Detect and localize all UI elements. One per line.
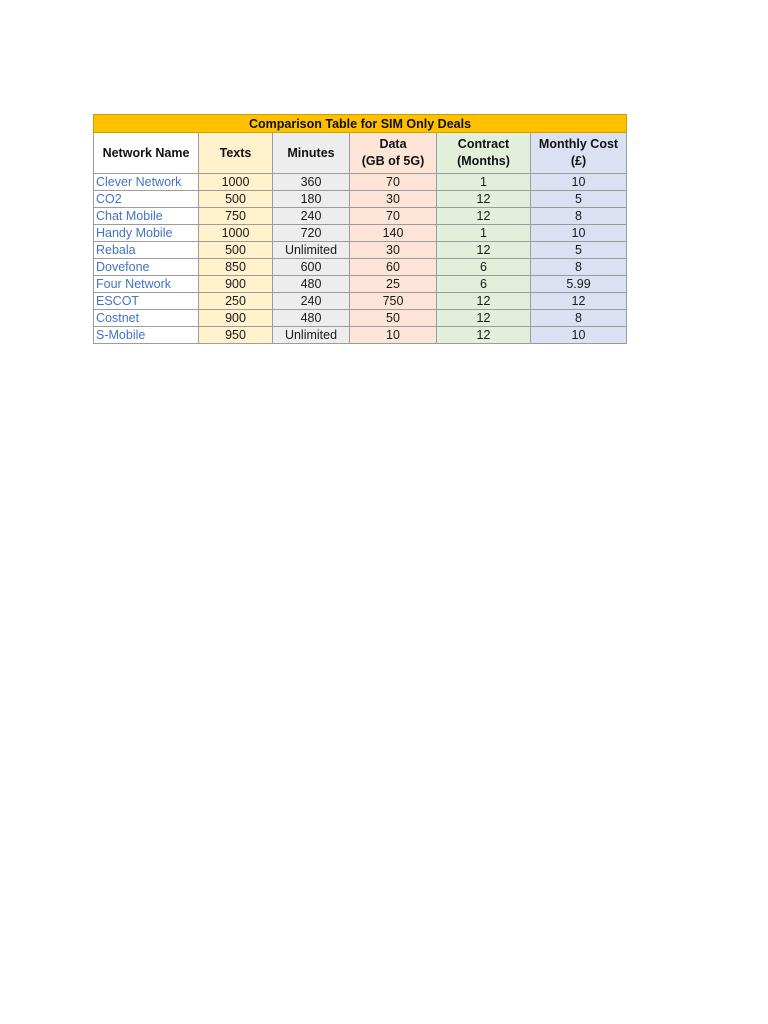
table-row [94, 208, 627, 225]
monthly-cost-cell: 8 [531, 310, 627, 327]
table-row [94, 259, 627, 276]
monthly-cost-cell: 5.99 [531, 276, 627, 293]
minutes-cell: Unlimited [273, 242, 350, 259]
header-data-line2: (GB of 5G) [361, 154, 425, 168]
texts-cell: 250 [199, 293, 273, 310]
comparison-table [93, 114, 627, 344]
minutes-cell: 480 [273, 276, 350, 293]
contract-cell: 12 [437, 310, 531, 327]
table-title: Comparison Table for SIM Only Deals [94, 115, 627, 133]
texts-cell: 1000 [199, 174, 273, 191]
network-name-cell: S-Mobile [94, 327, 199, 344]
network-name-cell: Chat Mobile [94, 208, 199, 225]
contract-cell: 12 [437, 327, 531, 344]
table-row [94, 293, 627, 310]
texts-cell: 1000 [199, 225, 273, 242]
texts-cell: 850 [199, 259, 273, 276]
minutes-cell: 360 [273, 174, 350, 191]
header-cost-line2: (£) [570, 154, 587, 168]
table-row [94, 327, 627, 344]
network-name-cell: Four Network [94, 276, 199, 293]
contract-cell: 12 [437, 208, 531, 225]
monthly-cost-cell: 10 [531, 327, 627, 344]
table-body [94, 174, 627, 344]
minutes-cell: 240 [273, 208, 350, 225]
header-contract-line1: Contract [457, 137, 510, 151]
contract-cell: 12 [437, 242, 531, 259]
contract-cell: 6 [437, 259, 531, 276]
table-row [94, 276, 627, 293]
monthly-cost-cell: 5 [531, 242, 627, 259]
header-network-name: Network Name [94, 133, 199, 174]
table-row [94, 310, 627, 327]
contract-cell: 12 [437, 191, 531, 208]
minutes-cell: 180 [273, 191, 350, 208]
texts-cell: 900 [199, 310, 273, 327]
data-cell: 30 [350, 191, 437, 208]
header-monthly-cost [531, 133, 627, 174]
texts-cell: 500 [199, 191, 273, 208]
table-row [94, 242, 627, 259]
monthly-cost-cell: 12 [531, 293, 627, 310]
table-row [94, 174, 627, 191]
contract-cell: 1 [437, 225, 531, 242]
texts-cell: 500 [199, 242, 273, 259]
network-name-cell: Dovefone [94, 259, 199, 276]
header-cost-line1: Monthly Cost [538, 137, 619, 151]
header-row [94, 133, 627, 174]
table-row [94, 191, 627, 208]
contract-cell: 12 [437, 293, 531, 310]
texts-cell: 900 [199, 276, 273, 293]
data-cell: 10 [350, 327, 437, 344]
monthly-cost-cell: 8 [531, 259, 627, 276]
data-cell: 140 [350, 225, 437, 242]
header-data-line1: Data [379, 137, 407, 151]
minutes-cell: 480 [273, 310, 350, 327]
minutes-cell: Unlimited [273, 327, 350, 344]
monthly-cost-cell: 10 [531, 225, 627, 242]
title-row [94, 115, 627, 133]
data-cell: 30 [350, 242, 437, 259]
data-cell: 70 [350, 208, 437, 225]
monthly-cost-cell: 10 [531, 174, 627, 191]
network-name-cell: Rebala [94, 242, 199, 259]
network-name-cell: CO2 [94, 191, 199, 208]
data-cell: 25 [350, 276, 437, 293]
network-name-cell: ESCOT [94, 293, 199, 310]
comparison-table-container [93, 114, 626, 344]
data-cell: 750 [350, 293, 437, 310]
minutes-cell: 240 [273, 293, 350, 310]
texts-cell: 750 [199, 208, 273, 225]
table-row [94, 225, 627, 242]
contract-cell: 1 [437, 174, 531, 191]
data-cell: 50 [350, 310, 437, 327]
header-contract [437, 133, 531, 174]
header-minutes: Minutes [273, 133, 350, 174]
data-cell: 70 [350, 174, 437, 191]
header-contract-line2: (Months) [457, 154, 510, 168]
network-name-cell: Costnet [94, 310, 199, 327]
network-name-cell: Handy Mobile [94, 225, 199, 242]
minutes-cell: 600 [273, 259, 350, 276]
header-texts: Texts [199, 133, 273, 174]
network-name-cell: Clever Network [94, 174, 199, 191]
texts-cell: 950 [199, 327, 273, 344]
contract-cell: 6 [437, 276, 531, 293]
data-cell: 60 [350, 259, 437, 276]
monthly-cost-cell: 8 [531, 208, 627, 225]
monthly-cost-cell: 5 [531, 191, 627, 208]
minutes-cell: 720 [273, 225, 350, 242]
header-data [350, 133, 437, 174]
